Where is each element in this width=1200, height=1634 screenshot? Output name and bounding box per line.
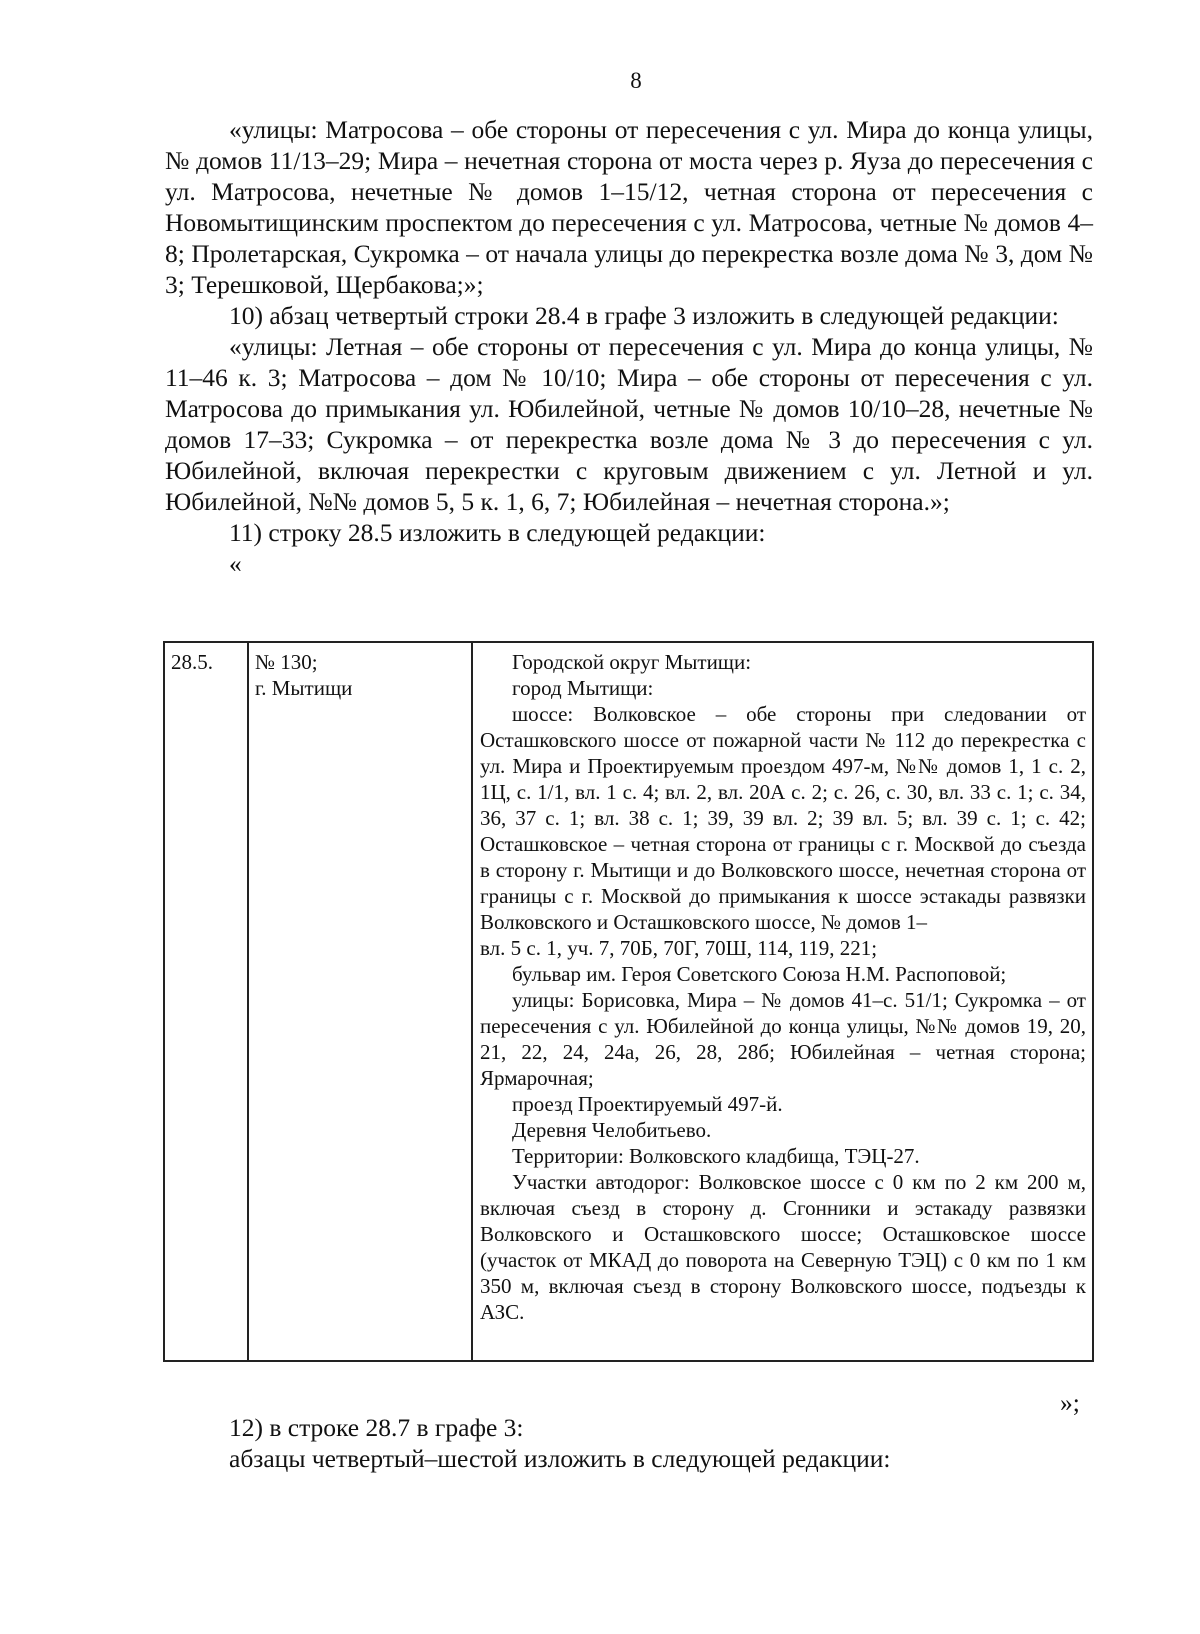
- route-description-cell: [472, 642, 1093, 1361]
- tail-text: [165, 1412, 1093, 1474]
- paragraph-streets-matrosova: «улицы: Матросова – обе стороны от пересечения с ул. Мира до конца улицы, № домов 11/13–29; Мира – нечетная сторона от моста через р. Яуза до пересечения с ул. Матросова, нечетные № домов 1–15/12, четная сторона от пересечения с Новомытищинским проспектом до пересечения с ул. Матросова, четные № домов 4–8; Пролетарская, Сукромка – от начала улицы до перекрестка возле дома № 3, дом № 3; Терешковой, Щербакова;»;: [165, 115, 1093, 299]
- page-number: 8: [630, 68, 642, 93]
- route-cell: [248, 642, 472, 1361]
- paragraph-streets-letnaya: «улицы: Летная – обе стороны от пересечения с ул. Мира до конца улицы, № 11–46 к. 3; Матросова – дом № 10/10; Мира – обе стороны от пересечения с ул. Матросова до примыкания ул. Юбилейной, четные № домов 10/10–28, нечетные № домов 17–33; Сукромка – от перекрестка возле дома № 3 до пересечения с ул. Юбилейной, включая перекрестки с круговым движением с ул. Летной и ул. Юбилейной, №№ домов 5, 5 к. 1, 6, 7; Юбилейная – нечетная сторона.»;: [165, 332, 1093, 516]
- paragraph-item-10: 10) абзац четвертый строки 28.4 в графе 3 изложить в следующей редакции:: [229, 301, 1059, 330]
- description-territories: Территории: Волковского кладбища, ТЭЦ-27.: [512, 1144, 920, 1168]
- description-highways: шоссе: Волковское – обе стороны при следовании от Осташковского шоссе от пожарной части № 112 до перекрестка с ул. Мира и Проектируемым проездом 497-м, №№ домов 1, 1 с. 2, 1Ц, с. 1/1, вл. 1 с. 4; вл. 2, вл. 20А с. 2; с. 26, с. 30, вл. 33 с. 1; с. 34, 36, 37 с. 1; вл. 38 с. 1; 39, 39 вл. 2; 39 вл. 5; вл. 39 с. 1; с. 42; Осташковское – четная сторона от границы с г. Москвой до съезда в сторону г. Мытищи и до Волковского шоссе, нечетная сторона от границы с г. Москвой до примыкания к шоссе эстакады развязки Волковского и Осташковского шоссе, № домов 1–: [480, 702, 1086, 934]
- description-road-sections: Участки автодорог: Волковское шоссе с 0 км по 2 км 200 м, включая съезд в сторону д. Сгонники и эстакаду развязки Волковского и Осташковского шоссе; Осташковское шоссе (участок от МКАД до поворота на Северную ТЭЦ) с 0 км по 1 км 350 м, включая съезд в сторону Волковского шоссе, подъезды к АЗС.: [480, 1170, 1086, 1324]
- opening-quote: «: [229, 549, 242, 578]
- paragraph-item-12-detail: абзацы четвертый–шестой изложить в следующей редакции:: [229, 1444, 891, 1473]
- description-highways-cont: вл. 5 с. 1, уч. 7, 70Б, 70Г, 70Ш, 114, 119, 221;: [480, 936, 878, 960]
- route-table: [163, 641, 1094, 1362]
- description-passage: проезд Проектируемый 497-й.: [512, 1092, 783, 1116]
- description-village: Деревня Челобитьево.: [512, 1118, 712, 1142]
- description-district: Городской округ Мытищи:: [512, 650, 752, 674]
- route-number: № 130;: [255, 650, 318, 674]
- paragraph-item-12: 12) в строке 28.7 в графе 3:: [229, 1413, 524, 1442]
- table-row: [164, 642, 1093, 1361]
- description-city: город Мытищи:: [512, 676, 654, 700]
- row-number-cell: 28.5.: [164, 642, 248, 1361]
- description-boulevard: бульвар им. Героя Советского Союза Н.М. Распоповой;: [512, 962, 1007, 986]
- paragraph-item-11: 11) строку 28.5 изложить в следующей редакции:: [229, 518, 766, 547]
- description-streets: улицы: Борисовка, Мира – № домов 41–с. 51/1; Сукромка – от пересечения с ул. Юбилейной до конца улицы, №№ домов 19, 20, 21, 22, 24, 24а, 26, 28, 28б; Юбилейная – четная сторона; Ярмарочная;: [480, 988, 1086, 1090]
- closing-quote: »;: [1060, 1388, 1080, 1417]
- amendment-text: [165, 114, 1093, 579]
- route-city: г. Мытищи: [255, 676, 353, 700]
